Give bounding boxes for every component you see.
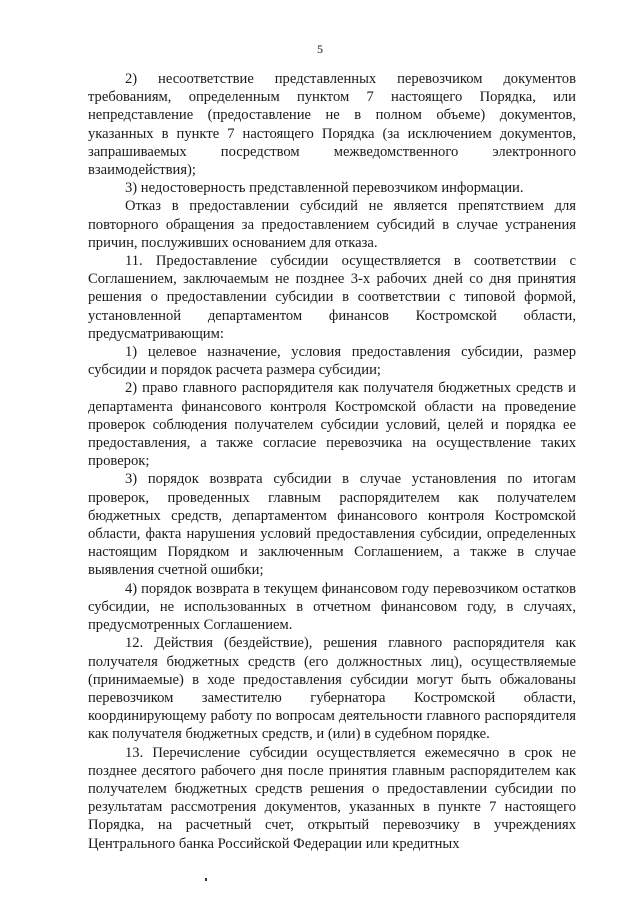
page-number: 5 [317,42,323,56]
scan-speck [205,878,207,881]
paragraph-item-3-unreliability: 3) недостоверность представленной перевозчиком информации. [125,180,524,197]
paragraph-clause-11: 11. Предоставление субсидии осуществляется в соответствии с Соглашением, заключаемым не позднее 3-х рабочих дней со дня принятия решения о предоставлении субсидии в соответствии с типовой формой, установленной департаментом финансов Костромской области, предусматривающим: [88,253,576,342]
paragraph-refusal-note: Отказ в предоставлении субсидий не является препятствием для повторного обращения за предоставлением субсидий в случае устранения причин, послуживших основанием для отказа. [88,198,576,251]
paragraph-clause-11-item-1: 1) целевое назначение, условия предоставления субсидии, размер субсидии и порядок расчета размера субсидии; [88,344,576,379]
paragraph-clause-11-item-3: 3) порядок возврата субсидии в случае установления по итогам проверок, проведенных главным распорядителем как получателем бюджетных средств, департаментом финансового контроля Костромской области, факта нарушения условий предоставления субсидии, определенных настоящим Порядком и заключенным Соглашением, а также в случае выявления счетной ошибки; [88,471,576,579]
paragraph-clause-13: 13. Перечисление субсидии осуществляется ежемесячно в срок не позднее десятого рабочего дня после принятия главным распорядителем как получателем бюджетных средств решения о предоставлении субсидии по результатам рассмотрения документов, указанных в пункте 7 настоящего Порядка, на расчетный счет, открытый перевозчику в учреждениях Центрального банка Российской Федерации или кредитных [88,744,576,852]
paragraph-clause-11-item-2: 2) право главного распорядителя как получателя бюджетных средств и департамента финансового контроля Костромской области на проведение проверок соблюдения получателем субсидии условий, целей и порядка ее предоставления, а также согласие перевозчика на осуществление таких проверок; [88,380,576,470]
document-body [88,70,576,853]
paragraph-clause-11-item-4: 4) порядок возврата в текущем финансовом году перевозчиком остатков субсидии, не использованных в отчетном финансовом году, в случаях, предусмотренных Соглашением. [88,580,576,634]
paragraph-clause-12: 12. Действия (бездействие), решения главного распорядителя как получателя бюджетных средств (его должностных лиц), осуществляемые (принимаемые) в ходе предоставления субсидии могут быть обжалованы перевозчиком заместителю губернатора Костромской области, координирующему работу по вопросам деятельности главного распорядителя как получателя бюджетных средств, и (или) в судебном порядке. [88,635,576,743]
paragraph-item-2-nonconformity: 2) несоответствие представленных перевозчиком документов требованиям, определенным пунктом 7 настоящего Порядка, или непредставление (предоставление не в полном объеме) документов, указанных в пункте 7 настоящего Порядка (за исключением документов, запрашиваемых посредством межведомственного электронного взаимодействия); [88,71,576,179]
